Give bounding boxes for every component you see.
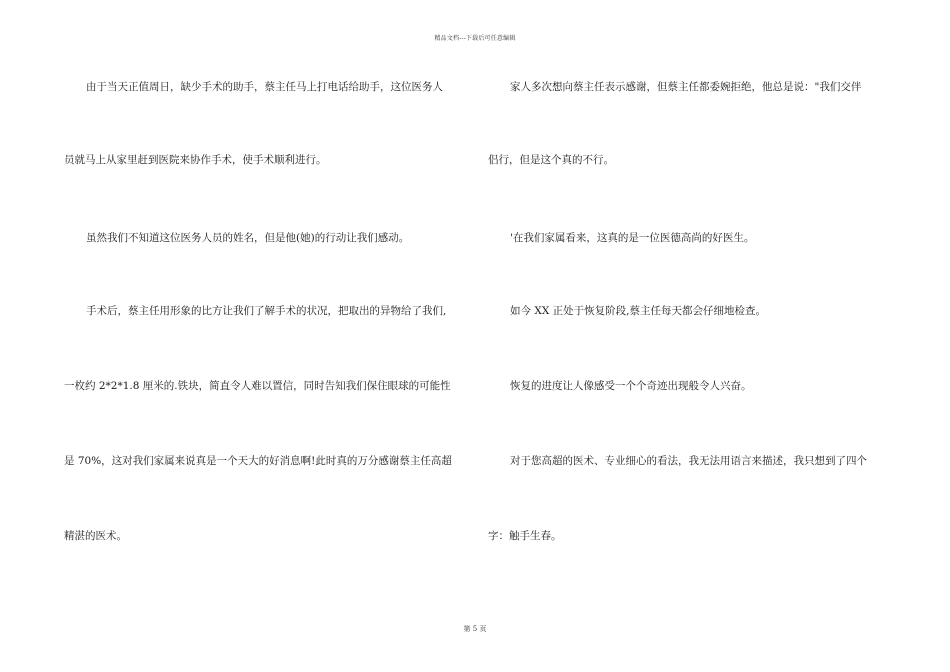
paragraph-line: 虽然我们不知道这位医务人员的姓名，但是他(她)的行动让我们感动。	[86, 232, 410, 244]
paragraph-line: 对于您高超的医术、专业细心的看法，我无法用语言来描述，我只想到了四个	[510, 455, 867, 467]
paragraph-line: 员就马上从家里赶到医院来协作手术，使手术顺利进行。	[64, 154, 327, 166]
paragraph-line: 字：触手生春。	[488, 530, 562, 542]
paragraph-line: 由于当天正值周日，缺少手术的助手，蔡主任马上打电话给助手，这位医务人	[86, 81, 443, 93]
paragraph-line: 是 70%，这对我们家属来说真是一个天大的好消息啊!此时真的万分感谢蔡主任高超	[64, 455, 452, 467]
paragraph-line: 家人多次想向蔡主任表示感谢，但蔡主任都委婉拒绝，他总是说："我们交伴	[510, 81, 862, 93]
paragraph-line: 恢复的进度让人像感受一个个奇迹出现般令人兴奋。	[510, 380, 752, 392]
paragraph-line: '在我们家属看来，这真的是一位医德高尚的好医生。	[510, 232, 755, 244]
paragraph-line: 如今 XX 正处于恢复阶段,蔡主任每天都会仔细地检查。	[510, 305, 766, 317]
paragraph-line: 一枚约 2*2*1.8 厘米的.铁块，简直令人难以置信，同时告知我们保住眼球的可能性	[64, 380, 451, 392]
page-number: 第 5 页	[463, 625, 487, 633]
paragraph-line: 手术后，蔡主任用形象的比方让我们了解手术的状况，把取出的异物给了我们,	[86, 305, 447, 317]
page-header: 精品文档---下载后可任意编辑	[434, 35, 516, 42]
paragraph-line: 侣行，但是这个真的不行。	[488, 154, 614, 166]
paragraph-line: 精湛的医术。	[64, 530, 127, 542]
